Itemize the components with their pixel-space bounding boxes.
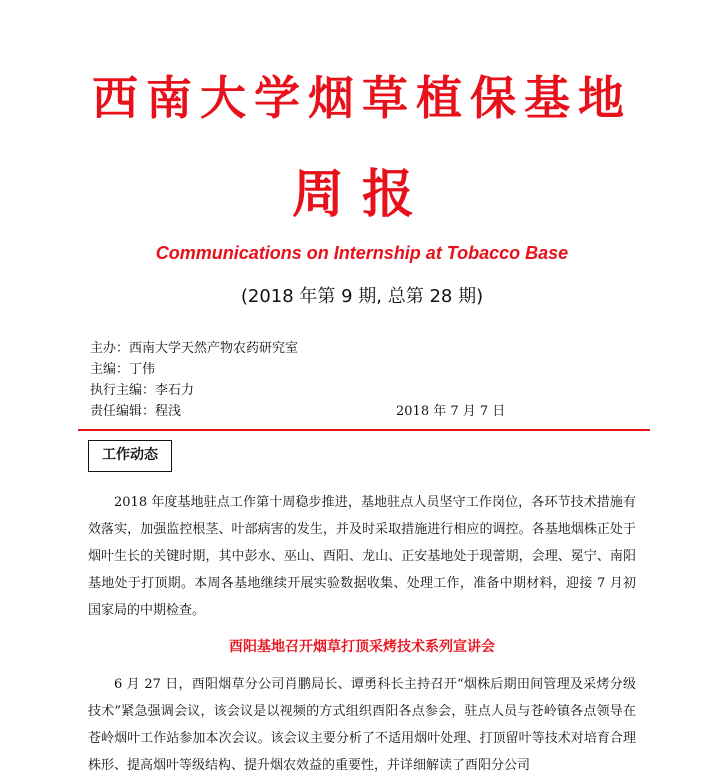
issue-line: (2018 年第 9 期, 总第 28 期) bbox=[240, 286, 484, 307]
executive-editor-line: 执行主编：李石力 bbox=[90, 383, 195, 398]
section-label-box: 工作动态 bbox=[88, 440, 172, 472]
editor-line: 主编：丁伟 bbox=[90, 362, 156, 377]
responsible-editor-row bbox=[90, 401, 650, 422]
masthead-title: 西南大学烟草植保基地 bbox=[92, 71, 632, 125]
masthead-meta bbox=[90, 338, 650, 422]
sponsor-line: 主办：西南大学天然产物农药研究室 bbox=[90, 341, 299, 356]
responsible-editor-line: 责任编辑：程浅 bbox=[90, 404, 182, 419]
masthead-subtitle: 周报 bbox=[291, 165, 432, 225]
header-divider bbox=[78, 429, 650, 431]
english-title: Communications on Internship at Tobacco Base bbox=[155, 243, 569, 263]
body-paragraph-1: 2018 年度基地驻点工作第十周稳步推进，基地驻点人员坚守工作岗位，各环节技术措施有效落实，加强监控根茎、叶部病害的发生，并及时采取措施进行相应的调控。各基地烟株正处于烟叶生长的关键时期，其中彭水、巫山、酉阳、龙山、正安基地处于现蕾期，会理、冕宁、南阳基地处于打顶期。本周各基地继续开展实验数据收集、处理工作，准备中期材料，迎接 7 月初国家局的中期检查。 bbox=[88, 495, 636, 618]
publication-date: 2018 年 7 月 7 日 bbox=[396, 404, 506, 419]
news-heading: 酉阳基地召开烟草打顶采烤技术系列宣讲会 bbox=[229, 639, 495, 655]
body-paragraph-2: 6 月 27 日，酉阳烟草分公司肖鹏局长、谭勇科长主持召开“烟株后期田间管理及采烤分级技术”紧急强调会议，该会议是以视频的方式组织酉阳各点参会，驻点人员与苍岭镇各点领导在苍岭烟叶工作站参加本次会议。该会议主要分析了不适用烟叶处理、打顶留叶等技术对培育合理株形、提高烟叶等级结构、提升烟农效益的重要性，并详细解读了酉阳分公司 bbox=[88, 677, 636, 773]
